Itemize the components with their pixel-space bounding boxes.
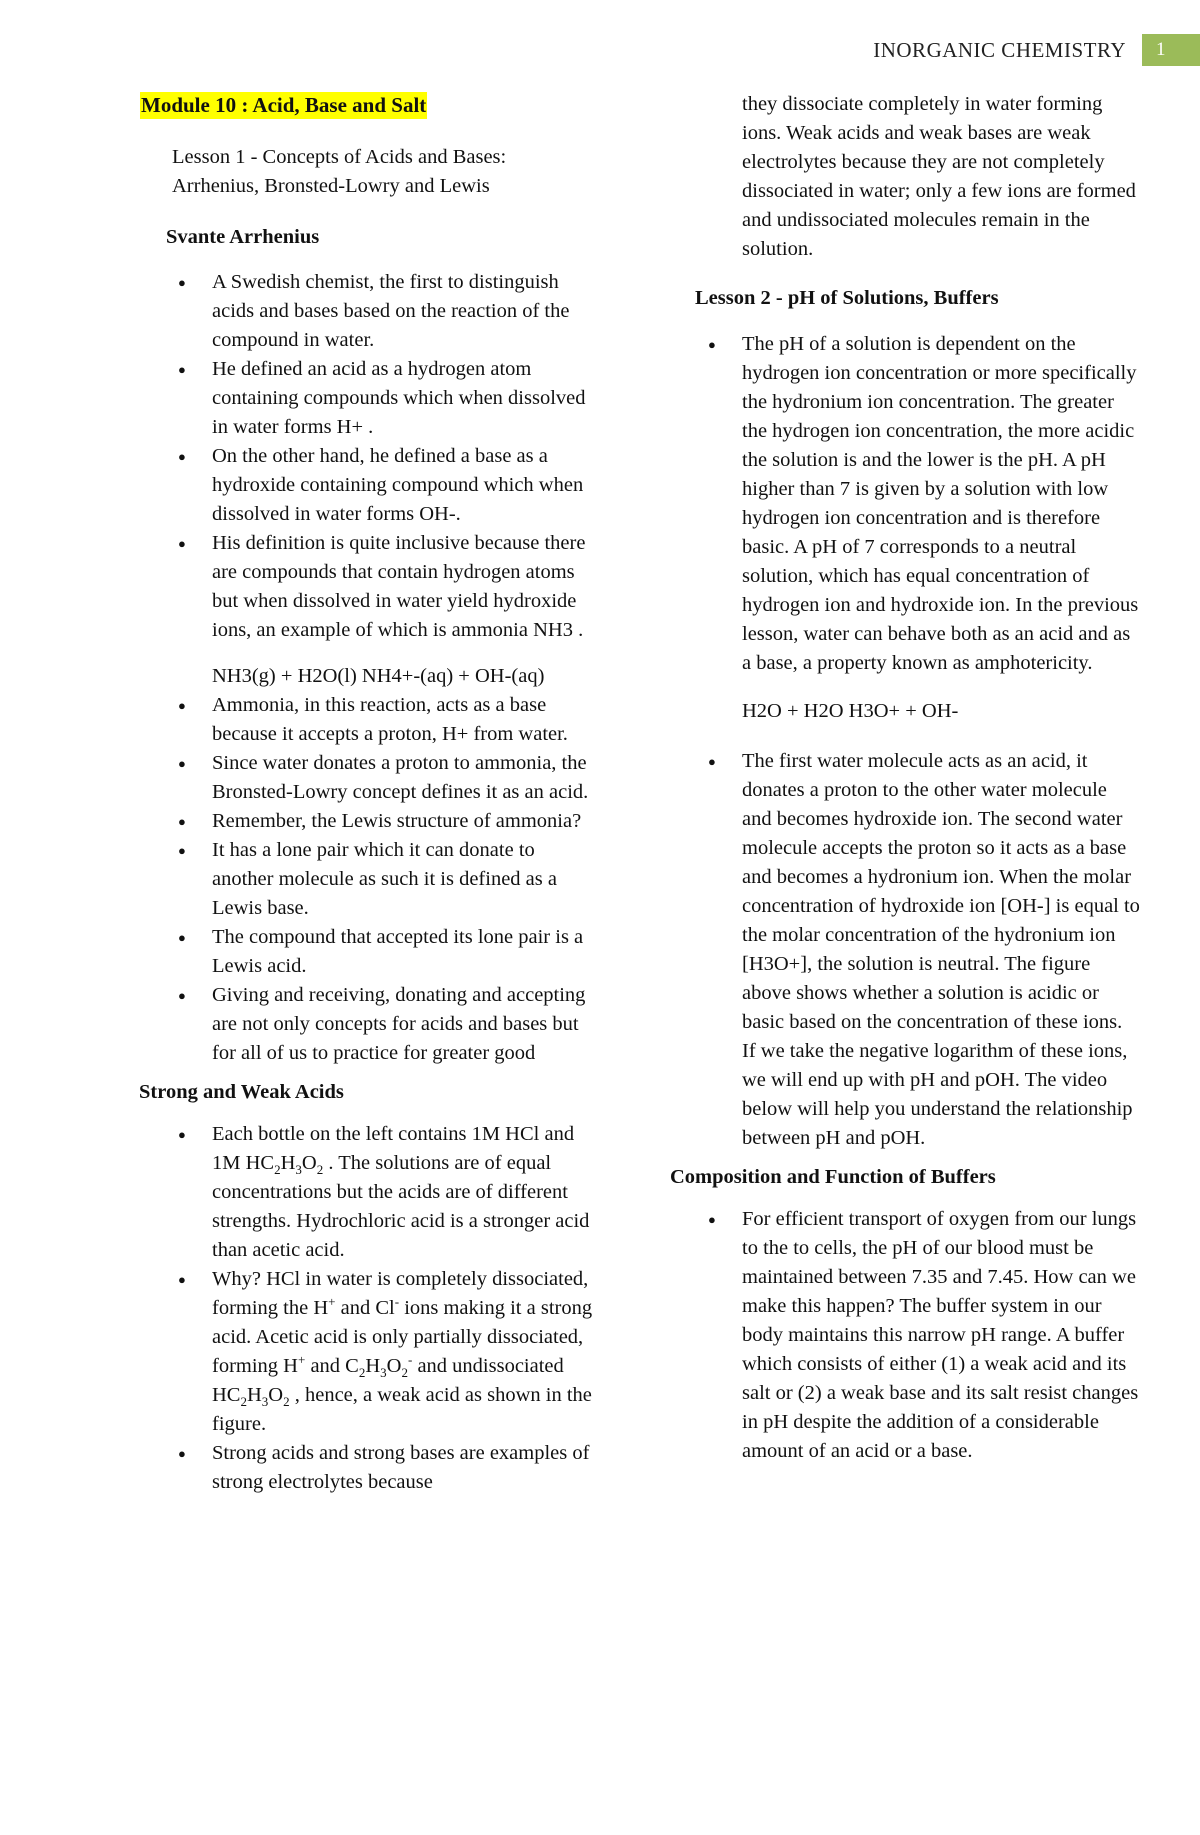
strong-weak-list (140, 1120, 600, 1497)
right-column (670, 92, 1140, 1466)
lesson2-list-b (670, 747, 1140, 1153)
list-item: ● For efficient transport of oxygen from our lungs to the to cells, the pH of our blood must be maintained between 7.35 and 7.45. How can we make this happen? The buffer system in our body maintains this narrow pH range. A buffer which consists of either (1) a weak acid and its salt or (2) a weak base and its salt resist changes in pH despite the addition of a considerable amount of an acid or a base. (670, 1205, 1140, 1466)
arrhenius-list-b (140, 691, 600, 1068)
strong-weak-heading: Strong and Weak Acids (139, 1081, 344, 1103)
lesson2-heading: Lesson 2 - pH of Solutions, Buffers (695, 287, 999, 309)
module-title: Module 10 : Acid, Base and Salt (141, 93, 427, 117)
list-item: ● His definition is quite inclusive because there are compounds that contain hydrogen atoms but when dissolved in water yield hydroxide ions, an example of which is ammonia NH3 . (140, 529, 600, 645)
list-item: ● Each bottle on the left contains 1M HCl and 1M $HC_2H_3O_2$ . The solutions are of equal concentrations but the acids are of different strengths. Hydrochloric acid is a stronger acid than acetic acid. (140, 1120, 600, 1265)
lesson2-list-a (670, 330, 1140, 678)
list-item: ● Remember, the Lewis structure of ammonia? (140, 807, 600, 836)
list-item: ● It has a lone pair which it can donate to another molecule as such it is defined as a Lewis base. (140, 836, 600, 923)
list-item: ● The first water molecule acts as an acid, it donates a proton to the other water molecule and becomes hydroxide ion. The second water molecule accepts the proton so it acts as a base and becomes a hydronium ion. When the molar concentration of hydroxide ion [OH-] is equal to the molar concentration of the hydronium ion [H3O+], the solution is neutral. The figure above shows whether a solution is acidic or basic based on the concentration of these ions. If we take the negative logarithm of these ions, we will end up with pH and pOH. The video below will help you understand the relationship between pH and pOH. (670, 747, 1140, 1153)
list-item: ● Why? HCl in water is completely dissociated, forming the H+ and Cl- ions making it a strong acid. Acetic acid is only partially dissociated, forming H+ and $C_2H_3O_2^-$ and undissociated $HC_2H_3O_2$ , hence, a weak acid as shown in the figure. (140, 1265, 600, 1439)
page-number: 1 (1142, 34, 1200, 66)
list-item: ● The compound that accepted its lone pair is a Lewis acid. (140, 923, 600, 981)
continuation-paragraph: they dissociate completely in water forming ions. Weak acids and weak bases are weak electrolytes because they are not completely dissociated in water; only a few ions are formed and undissociated molecules remain in the solution. (742, 93, 1136, 260)
list-item: ● Ammonia, in this reaction, acts as a base because it accepts a proton, H+ from water. (140, 691, 600, 749)
list-item: ● Since water donates a proton to ammonia, the Bronsted-Lowry concept defines it as an acid. (140, 749, 600, 807)
page-header (873, 34, 1200, 66)
ammonia-equation: NH3(g) + H2O(l) NH4+-(aq) + OH-(aq) (212, 665, 545, 687)
lesson1-heading (172, 143, 600, 201)
arrhenius-list-a (140, 268, 600, 645)
arrhenius-heading: Svante Arrhenius (166, 226, 320, 248)
list-item: ● A Swedish chemist, the first to distinguish acids and bases based on the reaction of the compound in water. (140, 268, 600, 355)
buffers-list (670, 1205, 1140, 1466)
water-equation: H2O + H2O H3O+ + OH- (742, 700, 959, 722)
list-item: ● He defined an acid as a hydrogen atom containing compounds which when dissolved in water forms H+ . (140, 355, 600, 442)
left-column (140, 92, 600, 1497)
lesson1-line1: Lesson 1 - Concepts of Acids and Bases: (172, 146, 507, 168)
list-item: ● The pH of a solution is dependent on the hydrogen ion concentration or more specifically the hydronium ion concentration. The greater the hydrogen ion concentration, the more acidic the solution is and the lower is the pH. A pH higher than 7 is given by a solution with low hydrogen ion concentration and is therefore basic. A pH of 7 corresponds to a neutral solution, which has equal concentration of hydrogen ion and hydroxide ion. In the previous lesson, water can behave both as an acid and as a base, a property known as amphotericity. (670, 330, 1140, 678)
list-item: ● On the other hand, he defined a base as a hydroxide containing compound which when dissolved in water forms OH-. (140, 442, 600, 529)
list-item: ● Giving and receiving, donating and accepting are not only concepts for acids and bases but for all of us to practice for greater good (140, 981, 600, 1068)
buffers-heading: Composition and Function of Buffers (670, 1166, 996, 1188)
header-title: INORGANIC CHEMISTRY (873, 37, 1126, 62)
list-item: ● Strong acids and strong bases are examples of strong electrolytes because (140, 1439, 600, 1497)
lesson1-line2: Arrhenius, Bronsted-Lowry and Lewis (172, 175, 490, 197)
